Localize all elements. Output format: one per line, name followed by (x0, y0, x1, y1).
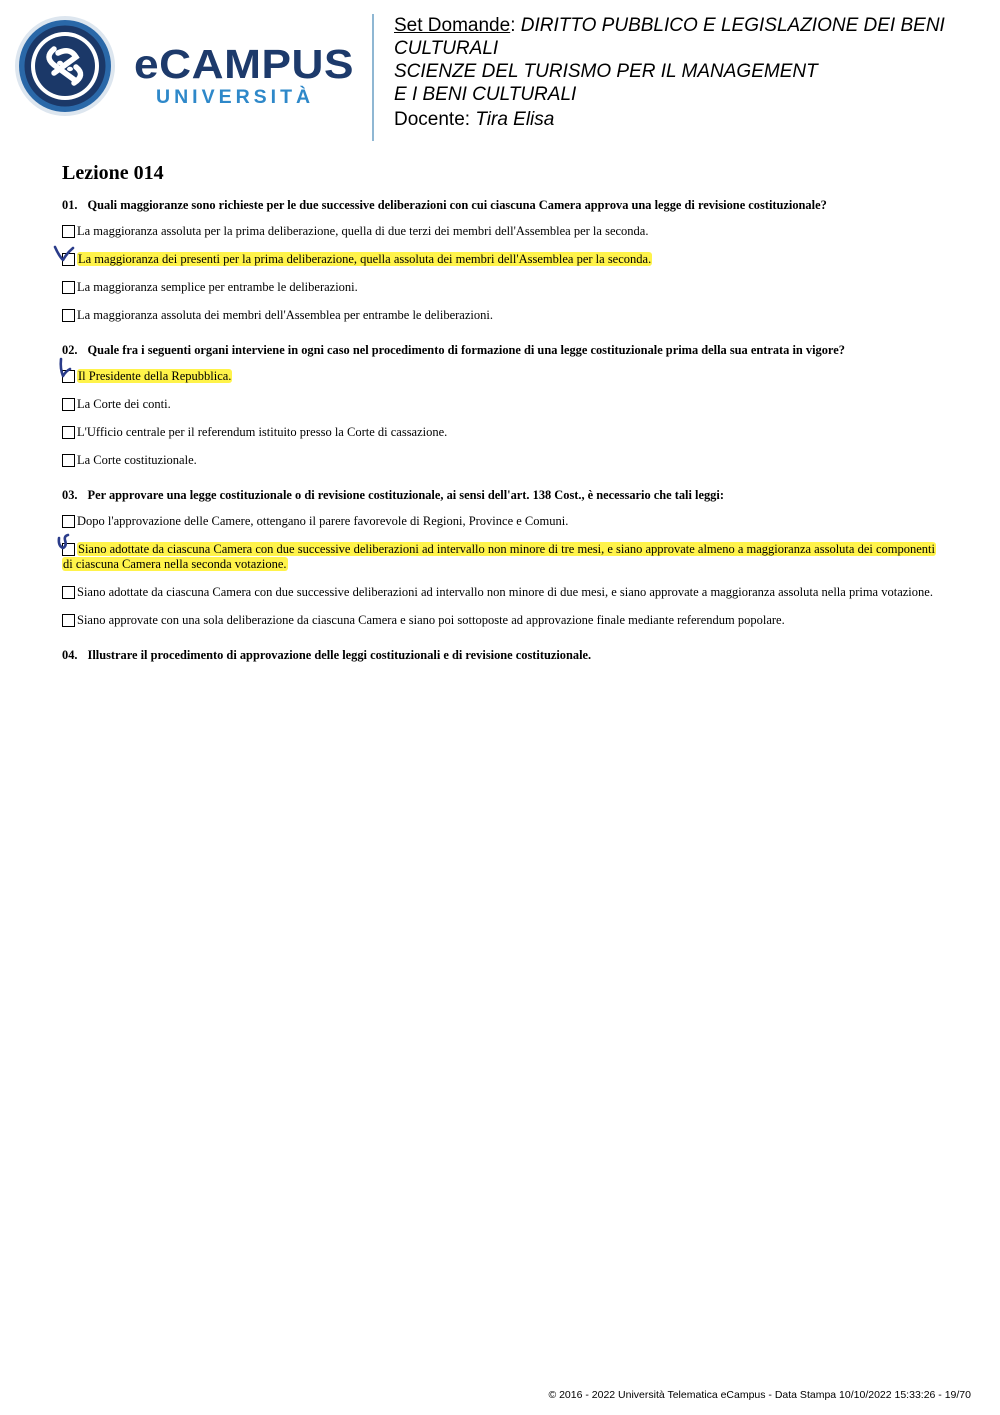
answer-text: La maggioranza assoluta dei membri dell'Assemblea per entrambe le deliberazioni. (77, 308, 493, 322)
question-list (62, 197, 942, 683)
answer-option[interactable] (62, 514, 942, 529)
checkbox[interactable] (62, 586, 75, 599)
set-domande-line: Set Domande: DIRITTO PUBBLICO E LEGISLAZIONE DEI BENI (394, 15, 945, 36)
handwritten-check-icon (54, 534, 76, 556)
question-text: 04. Illustrare il procedimento di approvazione delle leggi costituzionali e di revisione costituzionale. (62, 648, 592, 662)
docente-label: Docente: (394, 109, 476, 130)
checkbox[interactable] (62, 614, 75, 627)
question-number: 01. (62, 198, 78, 212)
checkbox[interactable] (62, 281, 75, 294)
docente-name: Tira Elisa (475, 109, 555, 130)
checkbox[interactable] (62, 426, 75, 439)
answer-option[interactable] (62, 585, 942, 600)
ecampus-wordmark-logo (134, 44, 356, 84)
set-domande-label: Set Domande (394, 15, 511, 36)
handwritten-check-icon (54, 244, 76, 266)
answer-option[interactable] (62, 397, 942, 412)
highlighted-answer-text: Il Presidente della Repubblica. (78, 369, 232, 383)
header-divider (372, 14, 374, 141)
question-02 (62, 342, 942, 468)
checkbox[interactable] (62, 515, 75, 528)
checkbox[interactable] (62, 398, 75, 411)
answer-text: Dopo l'approvazione delle Camere, ottengano il parere favorevole di Regioni, Province e Comuni. (77, 514, 569, 528)
answer-option[interactable] (62, 224, 942, 239)
answer-option[interactable] (62, 613, 942, 628)
answer-text: La maggioranza assoluta per la prima deliberazione, quella di due terzi dei membri dell'Assemblea per la seconda. (77, 224, 649, 238)
faculty-name: SCIENZE DEL TURISMO PER IL MANAGEMENT (394, 61, 818, 82)
checkbox[interactable] (62, 309, 75, 322)
course-name: DIRITTO PUBBLICO E LEGISLAZIONE DEI BENI (520, 15, 945, 36)
answer-text: Siano adottate da ciascuna Camera con due successive deliberazioni ad intervallo non minore di due mesi, e siano approvate a maggioranza assoluta nella prima votazione. (77, 585, 933, 599)
checkbox[interactable] (62, 225, 75, 238)
header-info (394, 14, 984, 131)
answer-option-selected[interactable] (62, 542, 942, 572)
question-number: 02. (62, 343, 78, 357)
question-text: 01. Quali maggioranze sono richieste per le due successive deliberazioni con cui ciascuna Camera approva una legge di revisione costituzionale? (62, 198, 827, 212)
answer-option-selected[interactable] (62, 252, 942, 267)
answer-text: La maggioranza semplice per entrambe le deliberazioni. (77, 280, 358, 294)
answer-option[interactable] (62, 425, 942, 440)
answer-option-selected[interactable] (62, 369, 942, 384)
answer-text: L'Ufficio centrale per il referendum istituito presso la Corte di cassazione. (77, 425, 448, 439)
question-03 (62, 487, 942, 628)
logo-subtitle: UNIVERSITÀ (156, 86, 315, 108)
docente-line (394, 108, 984, 131)
question-number: 03. (62, 488, 78, 502)
handwritten-check-icon (54, 361, 76, 383)
answer-option[interactable] (62, 280, 942, 295)
question-01 (62, 197, 942, 323)
highlighted-answer-text: Siano adottate da ciascuna Camera con due successive deliberazioni ad intervallo non minore di tre mesi, e siano approvate almeno a maggioranza assoluta dei componenti di ciascuna Camera nella seconda votazione. (63, 542, 935, 571)
question-text: 02. Quale fra i seguenti organi interviene in ogni caso nel procedimento di formazione di una legge costituzionale prima della sua entrata in vigore? (62, 343, 845, 357)
highlighted-answer-text: La maggioranza dei presenti per la prima deliberazione, quella assoluta dei membri dell'Assemblea per la seconda. (78, 252, 652, 266)
svg-text:eCAMPUS: eCAMPUS (134, 44, 354, 84)
question-04 (62, 647, 942, 664)
faculty-name-cont: E I BENI CULTURALI (394, 84, 577, 105)
answer-text: La Corte costituzionale. (77, 453, 197, 467)
ecampus-seal-logo (14, 15, 116, 117)
course-name-cont: CULTURALI (394, 38, 499, 59)
answer-option[interactable] (62, 453, 942, 468)
answer-text: Siano approvate con una sola deliberazione da ciascuna Camera e siano poi sottoposte ad approvazione finale mediante referendum popolare. (77, 613, 785, 627)
question-text: 03. Per approvare una legge costituzionale o di revisione costituzionale, ai sensi dell'art. 138 Cost., è necessario che tali leggi: (62, 488, 724, 502)
answer-option[interactable] (62, 308, 942, 323)
question-number: 04. (62, 648, 78, 662)
page-footer: © 2016 - 2022 Università Telematica eCampus - Data Stampa 10/10/2022 15:33:26 - 19/70 (548, 1389, 971, 1401)
answer-text: La Corte dei conti. (77, 397, 171, 411)
checkbox[interactable] (62, 454, 75, 467)
lesson-title: Lezione 014 (62, 162, 164, 184)
